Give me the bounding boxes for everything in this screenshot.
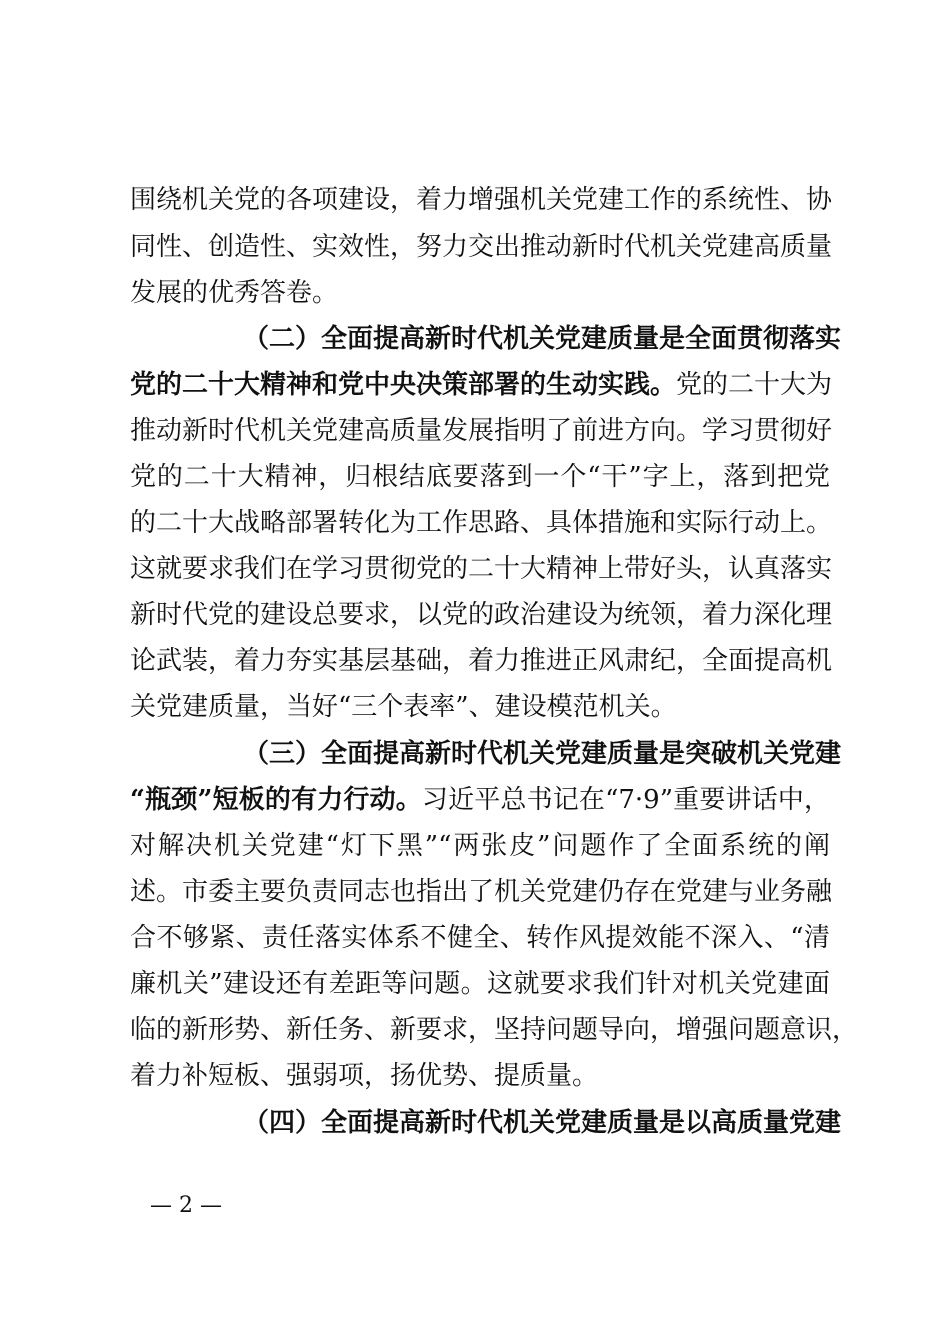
section-3-line-6: 廉机关”建设还有差距等问题。这就要求我们针对机关党建面: [130, 969, 830, 999]
paragraph-1-line-2: 同性、创造性、实效性，努力交出推动新时代机关党建高质量: [130, 232, 833, 262]
section-2-line-7: 新时代党的建设总要求，以党的政治建设为统领，着力深化理: [130, 600, 833, 630]
paragraph-1-line-3: 发展的优秀答卷。: [130, 278, 339, 308]
section-2-line-9: 关党建质量，当好“三个表率”、建设模范机关。: [130, 692, 677, 722]
section-3-line-7: 临的新形势、新任务、新要求，坚持问题导向，增强问题意识，: [130, 1015, 859, 1045]
section-3-heading-line-2: “瓶颈”短板的有力行动。: [130, 785, 422, 815]
section-2-line-6: 这就要求我们在学习贯彻党的二十大精神上带好头，认真落实: [130, 554, 833, 584]
page-number: — 2 —: [150, 1193, 222, 1218]
section-2-heading-line-2: 党的二十大精神和党中央决策部署的生动实践。: [130, 370, 677, 400]
section-2-line-5: 的二十大战略部署转化为工作思路、具体措施和实际行动上。: [130, 508, 833, 538]
section-2-line-8: 论武装，着力夯实基层基础，着力推进正风肃纪，全面提高机: [130, 646, 833, 676]
section-4-heading-line-1: （四）全面提高新时代机关党建质量是以高质量党建: [243, 1108, 842, 1138]
section-2-heading-line-1: （二）全面提高新时代机关党建质量是全面贯彻落实: [243, 324, 842, 354]
section-3-body-start: 习近平总书记在“7·9”重要讲话中，: [421, 785, 830, 815]
section-2-line-2: [130, 368, 833, 402]
section-3-line-3: 对解决机关党建“灯下黑”“两张皮”问题作了全面系统的阐: [130, 831, 830, 861]
section-3-line-2: [130, 783, 830, 817]
section-3-line-8: 着力补短板、强弱项，扬优势、提质量。: [130, 1061, 599, 1091]
section-2-line-4: 党的二十大精神，归根结底要落到一个“干”字上，落到把党: [130, 462, 830, 492]
section-2-line-3: 推动新时代机关党建高质量发展指明了前进方向。学习贯彻好: [130, 416, 833, 446]
paragraph-1-line-1: 围绕机关党的各项建设，着力增强机关党建工作的系统性、协: [130, 185, 833, 215]
section-3-line-4: 述。市委主要负责同志也指出了机关党建仍存在党建与业务融: [130, 877, 833, 907]
section-3-line-5: 合不够紧、责任落实体系不健全、转作风提效能不深入、“清: [130, 923, 830, 953]
section-2-body-start: 党的二十大为: [676, 370, 833, 400]
section-3-heading-line-1: （三）全面提高新时代机关党建质量是突破机关党建: [243, 739, 842, 769]
